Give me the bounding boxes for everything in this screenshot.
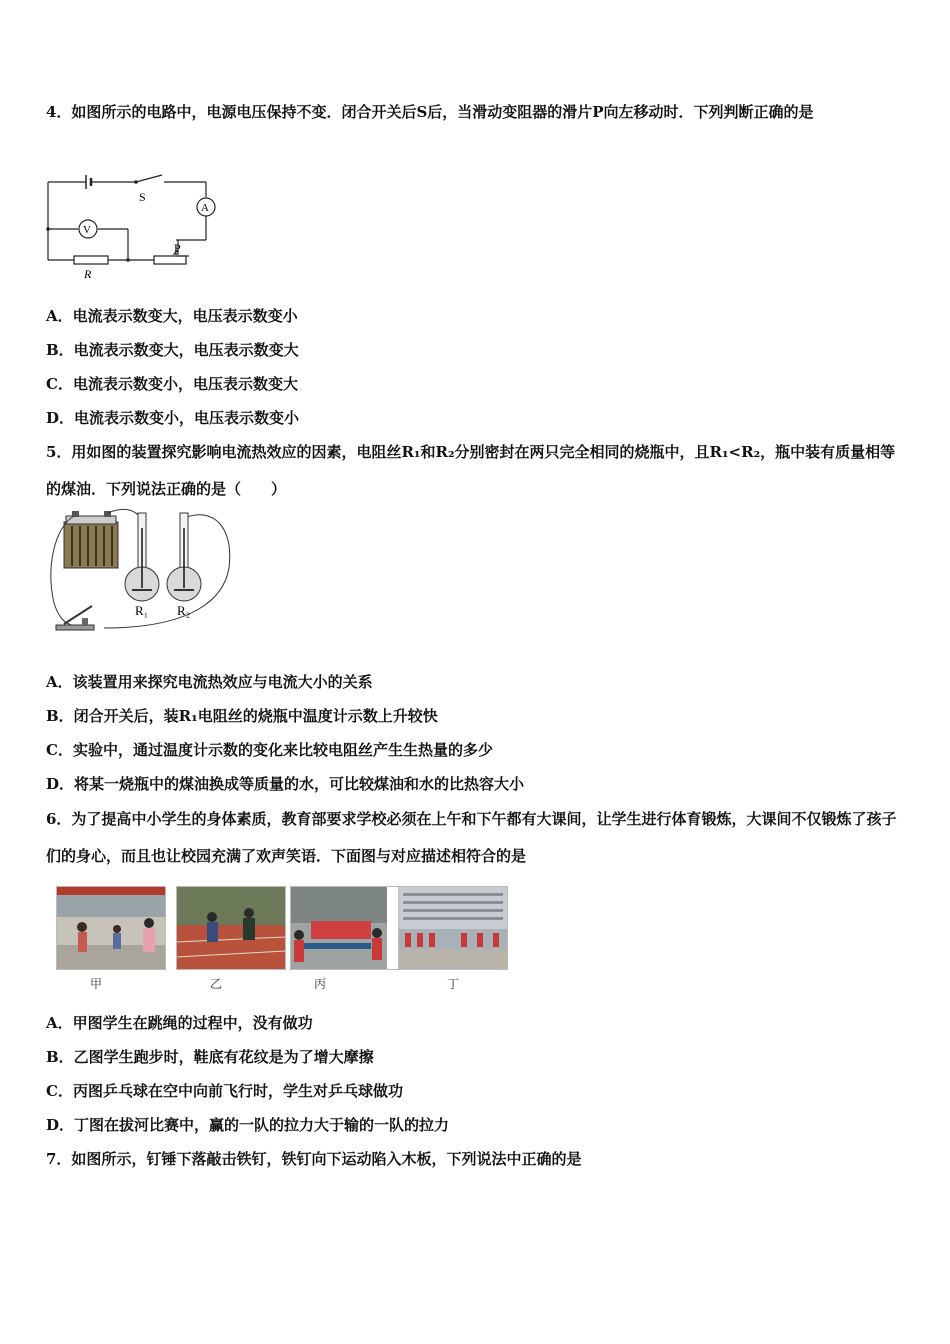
switch-label: S	[139, 190, 146, 204]
photo-running	[176, 886, 286, 970]
q4-option-d: D．电流表示数变小，电压表示数变小	[46, 409, 300, 427]
photo-table-tennis	[290, 886, 400, 970]
caption-ding: 丁	[447, 977, 460, 991]
question-4-text: 4．如图所示的电路中，电源电压保持不变．闭合开关后S后，当滑动变阻器的滑片P向左移动时．下列判断正确的是	[46, 103, 814, 121]
q5-option-c: C．实验中，通过温度计示数的变化来比较电阻丝产生生热量的多少	[46, 741, 493, 759]
ammeter-label: A	[201, 202, 209, 214]
circuit-diagram	[44, 170, 224, 280]
q5-option-b: B．闭合开关后，装R₁电阻丝的烧瓶中温度计示数上升较快	[46, 707, 438, 725]
r1-label: R₁	[135, 603, 149, 618]
q5-option-d: D．将某一烧瓶中的煤油换成等质量的水，可比较煤油和水的比热容大小	[46, 775, 525, 793]
heating-experiment-diagram	[44, 508, 236, 636]
photo-jump-rope	[56, 886, 166, 970]
r2-label: R₂	[177, 603, 191, 618]
question-7-text: 7．如图所示，钉锤下落敲击铁钉，铁钉向下运动陷入木板，下列说法中正确的是	[46, 1150, 582, 1168]
caption-yi: 乙	[210, 977, 223, 991]
question-5-text: 5．用如图的装置探究影响电流热效应的因素，电阻丝R₁和R₂分别密封在两只完全相同的烧瓶中，且R₁<R₂，瓶中装有质量相等的煤油．下列说法正确的是（ ）	[46, 443, 896, 498]
q6-option-d: D．丁图在拔河比赛中，赢的一队的拉力大于输的一队的拉力	[46, 1116, 450, 1134]
battery-icon	[64, 511, 118, 568]
q6-option-b: B．乙图学生跑步时，鞋底有花纹是为了增大摩擦	[46, 1048, 374, 1066]
resistor-label: R	[84, 267, 92, 280]
caption-jia: 甲	[90, 977, 103, 991]
q4-option-b: B．电流表示数变大，电压表示数变大	[46, 341, 299, 359]
q6-option-c: C．丙图乒乓球在空中向前飞行时，学生对乒乓球做功	[46, 1082, 403, 1100]
voltmeter-label: V	[83, 224, 91, 236]
q6-option-a: A．甲图学生在跳绳的过程中，没有做功	[46, 1014, 313, 1032]
photo-tug-of-war	[398, 886, 508, 970]
q4-option-c: C．电流表示数变小，电压表示数变大	[46, 375, 298, 393]
slider-label: P	[174, 241, 181, 255]
question-6-text: 6．为了提高中小学生的身体素质，教育部要求学校必须在上午和下午都有大课间，让学生进行体育锻炼，大课间不仅锻炼了孩子们的身心，而且也让校园充满了欢声笑语．下面图与对应描述相符合的是	[46, 810, 897, 865]
q4-option-a: A．电流表示数变大，电压表示数变小	[46, 307, 298, 325]
q5-option-a: A．该装置用来探究电流热效应与电流大小的关系	[46, 673, 373, 691]
caption-bing: 丙	[314, 977, 327, 991]
